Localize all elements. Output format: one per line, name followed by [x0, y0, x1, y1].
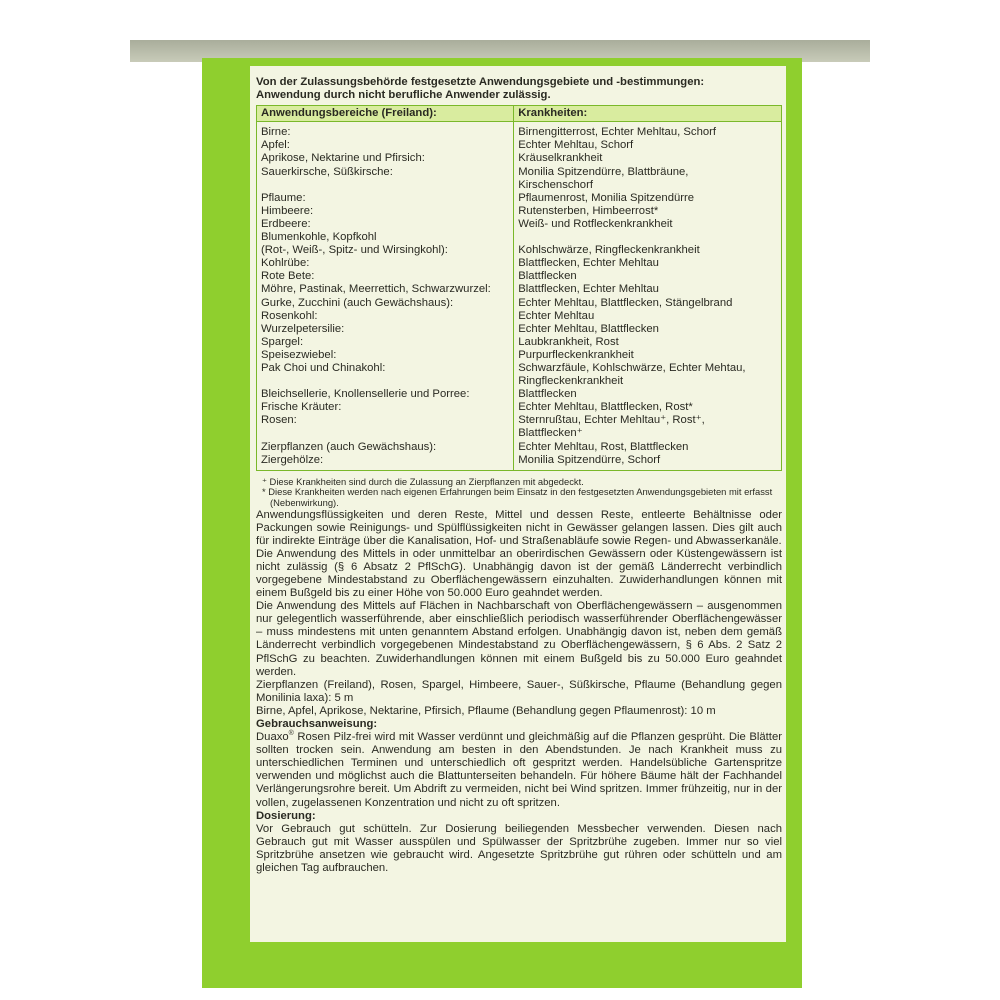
intro-heading	[256, 76, 782, 102]
disease-cell: Purpurfleckenkrankheit	[518, 348, 634, 361]
disease-cell: Laubkrankheit, Rost	[518, 335, 619, 348]
intro-line-2: Anwendung durch nicht berufliche Anwender zulässig.	[256, 89, 551, 102]
distance-5m-paragraph: Zierpflanzen (Freiland), Rosen, Spargel, Himbeere, Sauer-, Süßkirsche, Pflaume (Behandlung gegen Monilinia laxa): 5 m	[256, 678, 782, 704]
crop-cell: Rosen:	[261, 414, 297, 427]
crop-cell: Bleichsellerie, Knollensellerie und Porree:	[261, 388, 470, 401]
crop-cell: Ziergehölze:	[261, 453, 324, 466]
disease-cell: Echter Mehltau, Blattflecken	[518, 322, 659, 335]
crop-cell: Blumenkohle, Kopfkohl	[261, 231, 377, 244]
crop-cell: Kohlrübe:	[261, 257, 310, 270]
disease-cell: Blattflecken, Echter Mehltau	[518, 283, 659, 296]
disease-cell: Blattflecken, Echter Mehltau	[518, 257, 659, 270]
crop-cell: Pak Choi und Chinakohl:	[261, 361, 386, 374]
crop-cell: Birne:	[261, 126, 291, 139]
usage-paragraph	[256, 731, 782, 810]
crop-cell: (Rot-, Weiß-, Spitz- und Wirsingkohl):	[261, 244, 448, 257]
header-diseases: Krankheiten:	[514, 106, 782, 122]
disease-cell: Kirschenschorf	[518, 178, 593, 191]
registered-mark: ®	[288, 730, 294, 738]
disease-cell: Echter Mehltau, Blattflecken, Rost*	[518, 401, 693, 414]
disease-cell: Ringfleckenkrankheit	[518, 375, 624, 388]
disease-cell: Weiß- und Rotfleckenkrankheit	[518, 217, 673, 230]
crop-column	[257, 122, 514, 470]
disease-cell: Pflaumenrost, Monilia Spitzendürre	[518, 191, 695, 204]
footnotes	[262, 477, 782, 509]
intro-line-1: Von der Zulassungsbehörde festgesetzte Anwendungsgebiete und -bestimmungen:	[256, 76, 705, 88]
water-protection-paragraph: Anwendungsflüssigkeiten und deren Reste, Mittel und dessen Reste, entleerte Behältnisse oder Packungen sowie Reinigungs- und Spülflüssigkeiten nicht in Gewässer gelangen lassen. Dies gilt auch für indirekte Einträge über die Kanalisation, Hof- und Straßenabläufe sowie Regen- und Abwasserkanäle.	[256, 508, 782, 547]
disease-cell: Echter Mehltau	[518, 309, 595, 322]
crop-cell: Zierpflanzen (auch Gewächshaus):	[261, 440, 437, 453]
crop-cell: Apfel:	[261, 139, 290, 152]
crop-cell: Rote Bete:	[261, 270, 315, 283]
crop-cell: Himbeere:	[261, 204, 314, 217]
disease-cell: Schwarzfäule, Kohlschwärze, Echter Mehtau,	[518, 361, 746, 374]
disease-cell: Kohlschwärze, Ringfleckenkrankheit	[518, 244, 700, 257]
crop-cell: Gurke, Zucchini (auch Gewächshaus):	[261, 296, 454, 309]
crop-cell: Wurzelpetersilie:	[261, 322, 345, 335]
application-table	[256, 105, 782, 471]
crop-cell: Spargel:	[261, 335, 304, 348]
brand-name: Duaxo	[256, 731, 289, 744]
water-distance-paragraph: Die Anwendung des Mittels in oder unmittelbar an oberirdischen Gewässern oder Küstengewässern ist nicht zulässig (§ 6 Absatz 2 PflSchG). Unabhängig davon ist der gemäß Länderrecht verbindlich vorgegebene Mindestabstand zu Oberflächengewässern einzuhalten. Zuwiderhandlungen können mit einem Bußgeld bis zu einer Höhe von 50.000 Euro geahndet werden.	[256, 547, 782, 600]
crop-cell: Frische Kräuter:	[261, 401, 342, 414]
disease-cell	[518, 231, 777, 244]
disease-cell: Birnengitterrost, Echter Mehltau, Schorf	[518, 126, 717, 139]
footnote-plus: ⁺ Diese Krankheiten sind durch die Zulassung an Zierpflanzen mit abgedeckt.	[262, 475, 584, 487]
crop-cell: Möhre, Pastinak, Meerrettich, Schwarzwurzel:	[261, 283, 491, 296]
crop-cell: Erdbeere:	[261, 217, 311, 230]
crop-cell: Speisezwiebel:	[261, 348, 337, 361]
crop-cell	[261, 375, 509, 388]
neighbor-areas-paragraph: Die Anwendung des Mittels auf Flächen in Nachbarschaft von Oberflächengewässern – ausgenommen nur gelegentlich wasserführende, aber einschließlich periodisch wasserführender Oberflächengewässer – muss mindestens mit unten genanntem Abstand erfolgen. Unabhängig davon ist, neben dem gemäß Länderrecht verbindlich vorgegebenen Mindestabstand zu Oberflächengewässern, § 6 Abs. 2 Satz 2 PflSchG zu beachten. Zuwiderhandlungen können mit einem Bußgeld bis zu 50.000 Euro geahndet werden.	[256, 600, 782, 678]
disease-cell: Echter Mehltau, Schorf	[518, 139, 634, 152]
disease-cell: Sternrußtau, Echter Mehltau⁺, Rost⁺,	[518, 414, 705, 427]
distance-10m-paragraph: Birne, Apfel, Aprikose, Nektarine, Pfirsich, Pflaume (Behandlung gegen Pflaumenrost): 10 m	[256, 704, 716, 717]
dosage-heading: Dosierung:	[256, 809, 316, 822]
dosage-paragraph: Vor Gebrauch gut schütteln. Zur Dosierung beiliegenden Messbecher verwenden. Diesen nach Gebrauch gut mit Wasser ausspülen und Spülwasser der Spritzbrühe zugeben. Immer nur so viel Spritzbrühe ansetzen wie gebraucht wird. Angesetzte Spritzbrühe gut rühren oder schütteln und am gleichen Tag aufbrauchen.	[256, 822, 782, 875]
crop-cell: Sauerkirsche, Süßkirsche:	[261, 165, 393, 178]
crop-cell: Aprikose, Nektarine und Pfirsich:	[261, 152, 425, 165]
disease-column	[514, 122, 782, 470]
header-application-areas: Anwendungsbereiche (Freiland):	[257, 106, 514, 122]
label-panel	[250, 66, 786, 942]
crop-cell	[261, 179, 509, 192]
disease-cell: Echter Mehltau, Blattflecken, Stängelbrand	[518, 296, 733, 309]
disease-cell: Echter Mehltau, Rost, Blattflecken	[518, 440, 689, 453]
crop-cell: Pflaume:	[261, 191, 306, 204]
disease-cell: Blattflecken	[518, 388, 577, 401]
disease-cell: Kräuselkrankheit	[518, 152, 603, 165]
usage-heading: Gebrauchsanweisung:	[256, 718, 378, 730]
disease-cell: Blattflecken⁺	[518, 427, 583, 440]
usage-text: Rosen Pilz-frei wird mit Wasser verdünnt und gleichmäßig auf die Pflanzen gesprüht. Die Blätter sollten trocken sein. Anwendung am besten in den Abendstunden. Je nach Krankheit muss zu unterschiedlichen Terminen und unterschiedlich oft gespritzt werden. Handelsübliche Gartenspritze verwenden und möglichst auch die Blattunterseiten behandeln. Für höhere Bäume hält der Fachhandel Verlängerungsrohre bereit. Um Abdrift zu vermeiden, nicht bei Wind spritzen. Immer frühzeitig, nur in der vollen, zugelassenen Konzentration und nicht zu oft spritzen.	[256, 731, 782, 809]
crop-cell: Rosenkohl:	[261, 309, 318, 322]
disease-cell: Blattflecken	[518, 270, 577, 283]
disease-cell: Rutensterben, Himbeerrost*	[518, 204, 659, 217]
disease-cell: Monilia Spitzendürre, Schorf	[518, 453, 661, 466]
footnote-asterisk: * Diese Krankheiten werden nach eigenen Erfahrungen beim Einsatz in den festgesetzten Anwendungsgebieten mit erfasst (Nebenwirkung).	[262, 486, 773, 508]
disease-cell: Monilia Spitzendürre, Blattbräune,	[518, 165, 689, 178]
crop-cell	[261, 427, 509, 440]
